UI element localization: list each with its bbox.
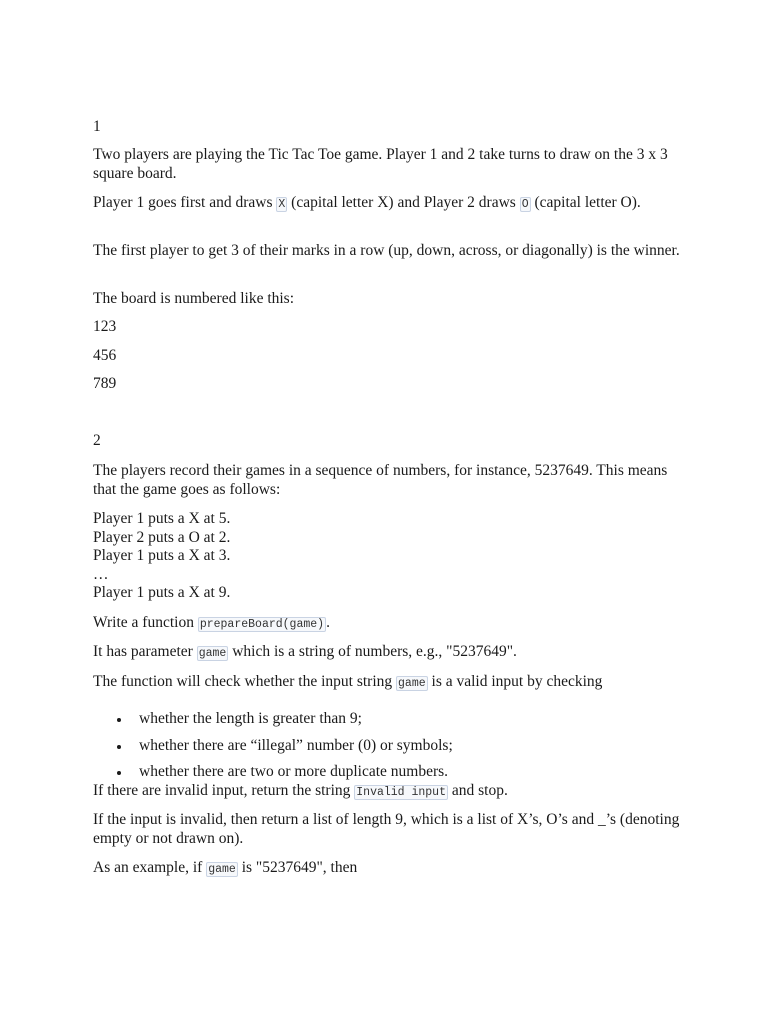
- code-invalid-input: Invalid input: [356, 786, 446, 799]
- bullet-icon: [117, 718, 121, 722]
- bullet-item: whether there are two or more duplicate numbers.: [93, 763, 453, 790]
- validation-bullet-list: [93, 710, 453, 790]
- move-line: …: [93, 565, 109, 583]
- code-game: game: [198, 647, 227, 660]
- board-row-1: 123: [93, 318, 117, 335]
- valid-input-paragraph: If the input is invalid, then return a list of length 9, which is a list of X’s, O’s and _’s (denoting empty or not drawn on).: [93, 811, 680, 847]
- example-paragraph: As an example, if game is "5237649", then: [93, 859, 358, 876]
- move-line: Player 1 puts a X at 3.: [93, 547, 231, 564]
- section-number-1: 1: [93, 118, 101, 135]
- intro-paragraph: Two players are playing the Tic Tac Toe game. Player 1 and 2 take turns to draw on the 3 x 3 square board.: [93, 146, 668, 182]
- code-game: game: [398, 677, 426, 690]
- write-function-paragraph: Write a function prepareBoard(game) .: [93, 614, 330, 631]
- section-number-2: 2: [93, 432, 101, 449]
- bullet-item: whether there are “illegal” number (0) or symbols;: [93, 737, 453, 764]
- record-paragraph: The players record their games in a sequence of numbers, for instance, 5237649. This means that the game goes as follows:: [93, 462, 668, 498]
- code-x: X: [278, 198, 286, 211]
- player-marks-paragraph: Player 1 goes first and draws X (capital letter X) and Player 2 draws O (capital letter O).: [93, 194, 641, 211]
- bullet-icon: [117, 745, 121, 749]
- code-prepare-board: prepareBoard(game): [199, 618, 325, 631]
- moves-list: [93, 510, 683, 603]
- bullet-icon: [117, 771, 121, 775]
- winner-paragraph: The first player to get 3 of their marks in a row (up, down, across, or diagonally) is the winner.: [93, 242, 680, 259]
- move-line: Player 1 puts a X at 5.: [93, 510, 231, 527]
- move-line: Player 2 puts a O at 2.: [93, 528, 231, 546]
- board-row-2: 456: [93, 347, 117, 364]
- invalid-input-paragraph: If there are invalid input, return the string Invalid input and stop.: [93, 782, 508, 799]
- check-paragraph: The function will check whether the input string game is a valid input by checking: [93, 673, 603, 690]
- board-row-3: 789: [93, 375, 117, 392]
- code-game: game: [208, 863, 236, 876]
- bullet-item: whether the length is greater than 9;: [93, 710, 453, 737]
- move-line: Player 1 puts a X at 9.: [93, 584, 231, 601]
- parameter-paragraph: It has parameter game which is a string of numbers, e.g., "5237649".: [93, 643, 517, 660]
- board-numbering-paragraph: The board is numbered like this:: [93, 290, 295, 307]
- code-o: O: [521, 198, 529, 211]
